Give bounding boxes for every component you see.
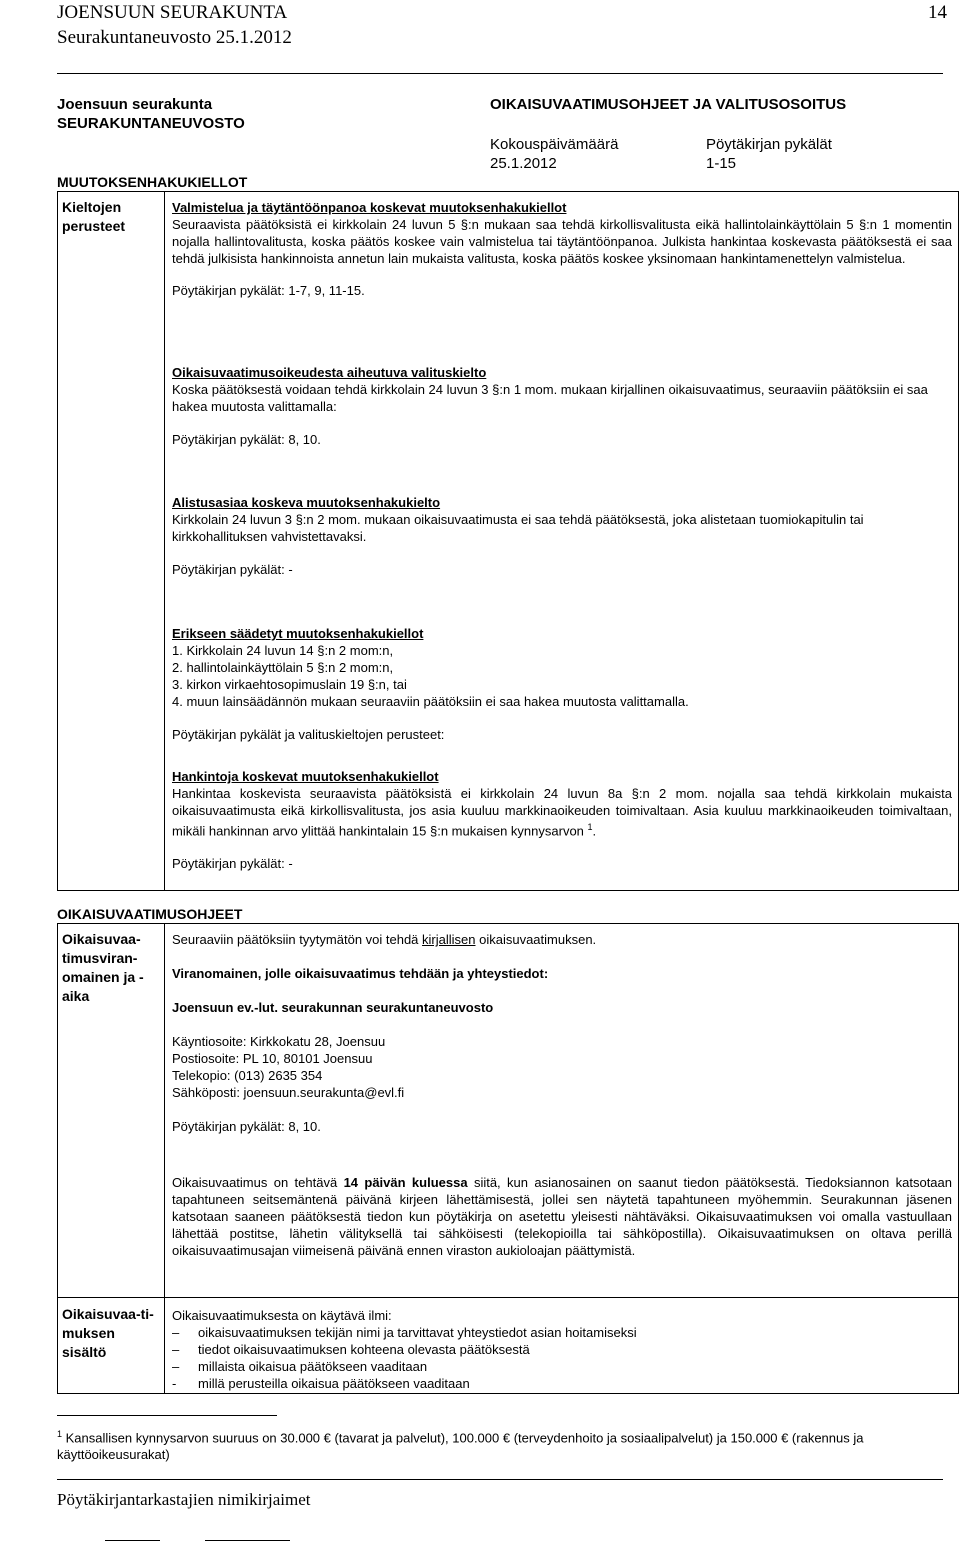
- p2-sections: Pöytäkirjan pykälät: 8, 10.: [172, 432, 321, 447]
- authority-name: Joensuun ev.-lut. seurakunnan seurakuntaneuvosto: [172, 1000, 494, 1015]
- content-item: – oikaisuvaatimuksen tekijän nimi ja tarvittavat yhteystiedot asian hoitamiseksi: [172, 1325, 637, 1340]
- content-item: – tiedot oikaisuvaatimuksen kohteena olevasta päätöksestä: [172, 1342, 530, 1357]
- p4-item: 2. hallintolainkäyttölain 5 §:n 2 mom:n,: [172, 660, 394, 675]
- p4-title: Erikseen säädetyt muutoksenhakukiellot: [172, 626, 424, 641]
- p4-sections: Pöytäkirjan pykälät ja valituskieltojen perusteet:: [172, 727, 445, 742]
- intro-text: Seuraaviin päätöksiin tyytymätön voi tehdä: [172, 932, 423, 947]
- authority-heading: Viranomainen, jolle oikaisuvaatimus tehdään ja yhteystiedot:: [172, 966, 549, 981]
- p2-text: Koska päätöksestä voidaan tehdä kirkkolain 24 luvun 3 §:n 1 mom. mukaan kirjallinen oikaisuvaatimus, seuraaviin päätöksiin ei saa hakea muutosta valittamalla:: [172, 382, 928, 414]
- side-label-content: Oikaisuvaa-ti-muksen sisältö: [62, 1306, 154, 1360]
- p5-sections: Pöytäkirjan pykälät: -: [172, 856, 293, 872]
- footer-rule: [57, 1479, 943, 1480]
- p4-item: 4. muun lainsäädännön mukaan seuraaviin päätöksiin ei saa hakea muutosta valittamalla.: [172, 694, 689, 709]
- p2-title: Oikaisuvaatimusoikeudesta aiheutuva valituskielto: [172, 365, 487, 380]
- deadline-days: 14 päivän kuluessa: [343, 1175, 468, 1190]
- visiting-address: Käyntiosoite: Kirkkokatu 28, Joensuu: [172, 1034, 386, 1049]
- footnote-rule: [57, 1415, 277, 1416]
- page-number: 14: [928, 2, 947, 23]
- p5-text: Hankintaa koskevista seuraavista päätöksistä ei kirkkolain 24 luvun 8a §:n 2 mom. nojalla saa tehdä kirkkolain mukaista oikaisuvaatimusta eikä kirkollisvalitusta, jos asia kuuluu markkinaoikeuden toimivaltaan. Asia kuuluu markkinaoikeuden toimivaltaan, mikäli hankinnan arvo ylittää hankintalain 15 §:n mukaisen kynnysarvon: [172, 786, 952, 839]
- footnote: [57, 1426, 937, 1463]
- p3-title: Alistusasiaa koskeva muutoksenhakukielto: [172, 495, 441, 510]
- content-intro: Oikaisuvaatimuksesta on käytävä ilmi:: [172, 1308, 392, 1323]
- fax: Telekopio: (013) 2635 354: [172, 1068, 323, 1083]
- p4-item: 1. Kirkkolain 24 luvun 14 §:n 2 mom:n,: [172, 643, 394, 658]
- doc-org: Joensuun seurakunta: [57, 96, 213, 113]
- p1-title: Valmistelua ja täytäntöönpanoa koskevat muutoksenhakukiellot: [172, 200, 567, 215]
- email[interactable]: Sähköposti: joensuun.seurakunta@evl.fi: [172, 1085, 405, 1100]
- footnote-ref[interactable]: 1: [587, 822, 593, 832]
- p5-title: Hankintoja koskevat muutoksenhakukiellot: [172, 769, 439, 784]
- content-item: - millä perusteilla oikaisua päätökseen vaaditaan: [172, 1376, 470, 1391]
- p3-text: Kirkkolain 24 luvun 3 §:n 2 mom. mukaan oikaisuvaatimusta ei saa tehdä päätöksestä, joka alistetaan tuomiokapitulin tai kirkkohallituksen vahvistettavaksi.: [172, 512, 864, 544]
- side-label-grounds: Kieltojen perusteet: [62, 199, 126, 234]
- header-rule: [57, 73, 943, 74]
- side-label-authority: Oikaisuvaa-timusviran-omainen ja -aika: [62, 931, 144, 1004]
- p1-sections: Pöytäkirjan pykälät: 1-7, 9, 11-15.: [172, 283, 365, 298]
- doc-body: SEURAKUNTANEUVOSTO: [57, 115, 245, 132]
- intro-text-end: oikaisuvaatimuksen.: [475, 932, 597, 947]
- sections-value: 1-15: [706, 155, 737, 172]
- intro-written: kirjallisen: [422, 932, 476, 947]
- deadline-paragraph: Oikaisuvaatimus on tehtävä 14 päivän kuluessa siitä, kun asianosainen on saanut tiedon päätöksestä. Tiedoksiannon katsotaan tapahtuneen seitsemäntenä päivänä kirjeen lähettämisestä, jollei sen näytetä tapahtuneen myöhemmin. Seurakunnan jäsenen katsotaan saaneen päätöksestä tiedon kun pöytäkirja on asetettu yleisesti nähtäväksi. Oikaisuvaatimuksen voi omalla vastuullaan lähettää postitse, lähetin välityksellä tai sähköisesti (telekopioilla tai sähköpostilla). Oikaisuvaatimuksen on oltava perillä oikaisuvaatimusajan viimeisenä päivänä ennen viraston aukioloajan päättymistä.: [172, 1175, 952, 1258]
- footnote-text: Kansallisen kynnysarvon suuruus on 30.000 € (tavarat ja palvelut), 100.000 € (terveydenhoito ja sosiaalipalvelut) ja 150.000 € (rakennus ja käyttöoikeusurakat): [57, 1430, 864, 1463]
- sections-label: Pöytäkirjan pykälät: [706, 136, 832, 153]
- section-heading-appeal-bans: MUUTOKSENHAKUKIELLOT: [57, 174, 248, 190]
- postal-address: Postiosoite: PL 10, 80101 Joensuu: [172, 1051, 373, 1066]
- meeting-date-value: 25.1.2012: [490, 155, 557, 172]
- signature-line-2: [205, 1540, 290, 1541]
- p1-text: Seuraavista päätöksistä ei kirkkolain 24 luvun 5 §:n mukaan saa tehdä kirkollisvalitusta eikä hallintolainkäyttölain 5 §:n 1 momentin nojalla hallintovalitusta, koska päätös koskee vain valmistelua tai täytäntöönpanoa. Julkista hankintaa koskevasta päätöksestä ei saa tehdä julkisista hankinnoista annetun lain mukaista valitusta, koska päätös koskee yksinomaan hankintamenettelyn valmistelua.: [172, 217, 952, 266]
- rect-sections: Pöytäkirjan pykälät: 8, 10.: [172, 1119, 321, 1134]
- page-header-org: JOENSUUN SEURAKUNTA: [57, 2, 288, 23]
- page-header-meeting: Seurakuntaneuvosto 25.1.2012: [57, 27, 292, 48]
- section-heading-rectification: OIKAISUVAATIMUSOHJEET: [57, 906, 243, 922]
- meeting-date-label: Kokouspäivämäärä: [490, 136, 619, 153]
- content-item: – millaista oikaisua päätökseen vaaditaan: [172, 1359, 428, 1374]
- p3-sections: Pöytäkirjan pykälät: -: [172, 562, 293, 577]
- footnote-number: 1: [57, 1429, 63, 1439]
- signatures-label: Pöytäkirjantarkastajien nimikirjaimet: [57, 1490, 311, 1509]
- signature-line-1: [105, 1540, 160, 1541]
- p4-item: 3. kirkon virkaehtosopimuslain 19 §:n, tai: [172, 677, 407, 692]
- doc-title: OIKAISUVAATIMUSOHJEET JA VALITUSOSOITUS: [490, 96, 847, 113]
